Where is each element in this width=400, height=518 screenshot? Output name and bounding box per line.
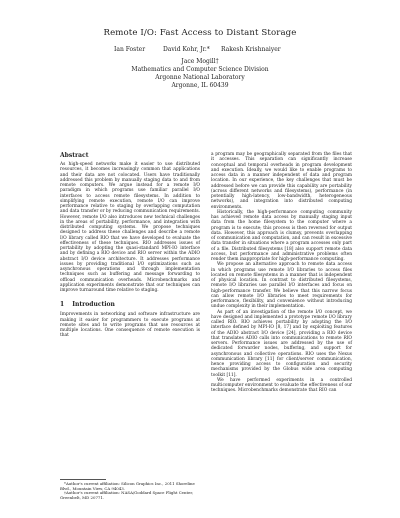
author-list — [0, 46, 400, 58]
section-number: 1 — [60, 301, 65, 309]
intro-paragraph: Improvements in networking and software infrastructure are making it easier for programmers to execute programs at remote sites and to write programs that use resources at multiple locations. One consequence of remote execution is that — [60, 312, 200, 339]
affiliation-line: Mathematics and Computer Science Division — [131, 66, 269, 73]
intro-paragraph: a program may be geographically separated from the files that it accesses. This separation can significantly increase conceptual and temporal overheads in program development and execution. Ideally, we would like to enable programs to access data in a manner independent of data and program location. In our experience, the key challenges that must be addressed before we can provide this capability are portability (across different networks and filesystems), performance (in potentially high-latency, low-bandwidth, heterogeneous networks), and integration into distributed computing environments. — [211, 152, 352, 210]
section-title: Introduction — [72, 301, 115, 309]
abstract-heading: Abstract — [60, 152, 89, 159]
footnote-rule — [60, 479, 106, 480]
footnote: †Author's current affiliation: NASA/Goddard Space Flight Center, Greenbelt, MD 20771. — [60, 490, 194, 500]
footnotes — [60, 479, 200, 500]
affiliation-line: Argonne, IL 60439 — [171, 82, 229, 89]
author-name: Rakesh Krishnaiyer — [221, 46, 281, 53]
section-heading-introduction — [60, 301, 200, 308]
affiliation-block — [0, 58, 400, 90]
intro-paragraph: We have performed experiments in a controlled multicomputer environment to evaluate the effectiveness of our techniques. Microbenchmarks demonstrate that RIO can — [211, 377, 352, 394]
right-column — [211, 152, 352, 394]
intro-paragraph: As part of an investigation of the remote I/O concept, we have designed and implemented a prototype remote I/O library called RIO. RIO achieves portability by adopting the I/O interface defined by MPI-IO [8, 17] and by exploiting features of the ADIO abstract I/O device [24], providing a RIO device that translates ADIO calls into communications to remote RIO servers. Performance issues are addressed by the use of dedicated forwarder nodes, buffering, and support for asynchronous and collective operations. RIO uses the Nexus communication library [11] for client/server communication, hence providing access to configuration and security mechanisms provided by the Globus wide area computing toolkit [11]. — [211, 309, 352, 378]
affiliation-line: Argonne National Laboratory — [155, 74, 245, 81]
abstract-text: As high-speed networks make it easier to use distributed resources, it becomes increasingly common that applications and their data are not colocated. Users have traditionally addressed this problem by manually staging data to and from remote computers. We argue instead for a remote I/O paradigm in which programs use familiar parallel I/O interfaces to access remote filesystems. In addition to simplifying remote execution, remote I/O can improve performance relative to staging by overlapping computation and data transfer or by reducing communication requirements. However, remote I/O also introduces new technical challenges in the areas of portability, performance, and integration with distributed computing systems. We propose techniques designed to address these challenges and describe a remote I/O library called RIO that we have developed to evaluate the effectiveness of these techniques. RIO addresses issues of portability by adopting the quasi-standard MPI-IO interface and by defining a RIO device and RIO server within the ADIO abstract I/O device architecture. It addresses performance issues by providing traditional I/O optimizations such as asynchronous operations and through implementation techniques such as buffering and message forwarding to offload communication overheads. Microbenchmarks and application experiments demonstrate that our techniques can improve turnaround time relative to staging. — [60, 162, 200, 293]
paper-title: Remote I/O: Fast Access to Distant Storage — [103, 28, 297, 38]
intro-paragraph: We propose an alternative approach to remote data access in which programs use remote I/O libraries to access files located on remote filesystems in a manner that is independent of physical location. In contrast to distributed filesystems, remote I/O libraries use parallel I/O interfaces and focus on high-performance transfer. We believe that this narrow focus can allow remote I/O libraries to meet requirements for performance, flexibility, and convenience without introducing undue complexity in their implementation. — [211, 262, 352, 310]
footnote: *Author's current affiliation: Silicon Graphics Inc., 2011 Shoreline Blvd., Mountain View, CA 94043. — [60, 481, 195, 491]
intro-paragraph: Historically, the high-performance computing community has achieved remote data access by manually staging input data from the home filesystem to the computer where a program is to execute; this process is then reversed for output data. However, this approach is clumsy, prevents overlapping of communication and computation, and can result in excessive data transfer in situations where a program accesses only part of a file. Distributed filesystems [18] also support remote data access, but performance and administrative problems often render them inappropriate for high-performance computing. — [211, 209, 352, 262]
author-name: David Kohr, Jr.* — [163, 46, 210, 53]
author-name: Jace Mogill† — [181, 58, 219, 65]
author-name: Ian Foster — [114, 46, 146, 53]
left-column — [60, 152, 200, 339]
